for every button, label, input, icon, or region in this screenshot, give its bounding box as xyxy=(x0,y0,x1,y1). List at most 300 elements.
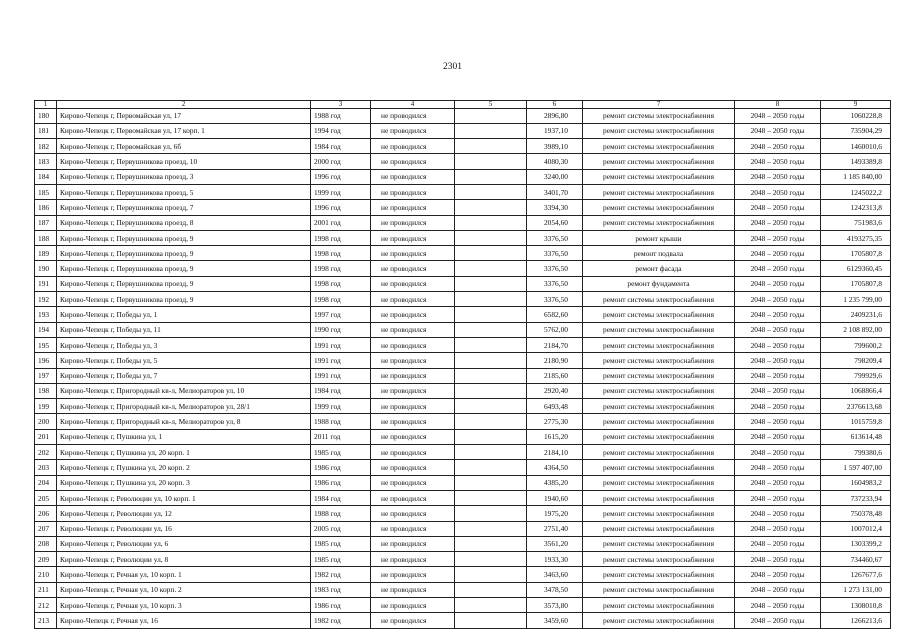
work-type-cell: ремонт системы электроснабжения xyxy=(583,154,735,169)
cost-cell: 1242313,8 xyxy=(821,200,891,215)
area-cell: 2185,60 xyxy=(527,368,583,383)
empty-cell xyxy=(455,169,527,184)
area-cell: 3989,10 xyxy=(527,139,583,154)
cost-cell: 1604983,2 xyxy=(821,475,891,490)
table-row xyxy=(35,139,891,154)
table-row xyxy=(35,246,891,261)
empty-cell xyxy=(455,429,527,444)
table-row xyxy=(35,445,891,460)
work-type-cell: ремонт системы электроснабжения xyxy=(583,536,735,551)
address-cell: Кирово-Чепецк г, Революции ул, 6 xyxy=(57,536,311,551)
address-cell: Кирово-Чепецк г, Речная ул, 10 корп. 2 xyxy=(57,582,311,597)
address-cell: Кирово-Чепецк г, Первушникова проезд, 5 xyxy=(57,184,311,199)
cost-cell: 1068866,4 xyxy=(821,383,891,398)
commission-year-cell: 1984 год xyxy=(311,490,371,505)
page-number: 2301 xyxy=(443,62,462,72)
row-number-cell: 201 xyxy=(35,429,57,444)
work-type-cell: ремонт системы электроснабжения xyxy=(583,322,735,337)
commission-year-cell: 1985 год xyxy=(311,536,371,551)
work-type-cell: ремонт системы электроснабжения xyxy=(583,490,735,505)
period-cell: 2048 – 2050 годы xyxy=(735,368,821,383)
address-cell: Кирово-Чепецк г, Пушкина ул, 1 xyxy=(57,429,311,444)
row-number-cell: 190 xyxy=(35,261,57,276)
empty-cell xyxy=(455,261,527,276)
inspection-cell: не проводился xyxy=(371,307,455,322)
inspection-cell: не проводился xyxy=(371,169,455,184)
inspection-cell: не проводился xyxy=(371,368,455,383)
inspection-cell: не проводился xyxy=(371,582,455,597)
column-header: 3 xyxy=(311,101,371,109)
row-number-cell: 180 xyxy=(35,108,57,123)
period-cell: 2048 – 2050 годы xyxy=(735,337,821,352)
period-cell: 2048 – 2050 годы xyxy=(735,613,821,628)
row-number-cell: 206 xyxy=(35,506,57,521)
area-cell: 4385,20 xyxy=(527,475,583,490)
empty-cell xyxy=(455,414,527,429)
period-cell: 2048 – 2050 годы xyxy=(735,261,821,276)
table-row xyxy=(35,261,891,276)
period-cell: 2048 – 2050 годы xyxy=(735,383,821,398)
commission-year-cell: 1999 год xyxy=(311,184,371,199)
cost-cell: 799929,6 xyxy=(821,368,891,383)
empty-cell xyxy=(455,598,527,613)
work-type-cell: ремонт подвала xyxy=(583,246,735,261)
table-row xyxy=(35,429,891,444)
commission-year-cell: 1998 год xyxy=(311,246,371,261)
area-cell: 3478,50 xyxy=(527,582,583,597)
column-header: 1 xyxy=(35,101,57,109)
table-row xyxy=(35,154,891,169)
period-cell: 2048 – 2050 годы xyxy=(735,154,821,169)
table-row xyxy=(35,399,891,414)
address-cell: Кирово-Чепецк г, Первушникова проезд, 10 xyxy=(57,154,311,169)
commission-year-cell: 1994 год xyxy=(311,123,371,138)
cost-cell: 1 185 840,00 xyxy=(821,169,891,184)
table-row xyxy=(35,475,891,490)
period-cell: 2048 – 2050 годы xyxy=(735,429,821,444)
address-cell: Кирово-Чепецк г, Пригородный кв-л, Мелиораторов ул, 10 xyxy=(57,383,311,398)
cost-cell: 735904,29 xyxy=(821,123,891,138)
empty-cell xyxy=(455,230,527,245)
address-cell: Кирово-Чепецк г, Первушникова проезд, 9 xyxy=(57,246,311,261)
address-cell: Кирово-Чепецк г, Пригородный кв-л, Мелиораторов ул, 8 xyxy=(57,414,311,429)
inspection-cell: не проводился xyxy=(371,322,455,337)
table-row xyxy=(35,368,891,383)
commission-year-cell: 1991 год xyxy=(311,368,371,383)
row-number-cell: 188 xyxy=(35,230,57,245)
address-cell: Кирово-Чепецк г, Первомайская ул, 6б xyxy=(57,139,311,154)
table-row xyxy=(35,460,891,475)
table-row xyxy=(35,552,891,567)
table-row xyxy=(35,536,891,551)
table-row xyxy=(35,521,891,536)
column-header: 4 xyxy=(371,101,455,109)
row-number-cell: 184 xyxy=(35,169,57,184)
area-cell: 3573,80 xyxy=(527,598,583,613)
cost-cell: 1308010,8 xyxy=(821,598,891,613)
work-type-cell: ремонт системы электроснабжения xyxy=(583,184,735,199)
work-type-cell: ремонт системы электроснабжения xyxy=(583,123,735,138)
cost-cell: 798209,4 xyxy=(821,353,891,368)
period-cell: 2048 – 2050 годы xyxy=(735,230,821,245)
table-row xyxy=(35,613,891,628)
row-number-cell: 207 xyxy=(35,521,57,536)
inspection-cell: не проводился xyxy=(371,536,455,551)
commission-year-cell: 2000 год xyxy=(311,154,371,169)
inspection-cell: не проводился xyxy=(371,490,455,505)
column-header: 7 xyxy=(583,101,735,109)
empty-cell xyxy=(455,123,527,138)
commission-year-cell: 1982 год xyxy=(311,613,371,628)
table-row xyxy=(35,108,891,123)
inspection-cell: не проводился xyxy=(371,230,455,245)
address-cell: Кирово-Чепецк г, Речная ул, 10 корп. 3 xyxy=(57,598,311,613)
area-cell: 2184,10 xyxy=(527,445,583,460)
area-cell: 1975,20 xyxy=(527,506,583,521)
row-number-cell: 213 xyxy=(35,613,57,628)
commission-year-cell: 2001 год xyxy=(311,215,371,230)
table-row xyxy=(35,598,891,613)
commission-year-cell: 1998 год xyxy=(311,261,371,276)
period-cell: 2048 – 2050 годы xyxy=(735,475,821,490)
work-type-cell: ремонт системы электроснабжения xyxy=(583,414,735,429)
row-number-cell: 181 xyxy=(35,123,57,138)
cost-cell: 1 273 131,00 xyxy=(821,582,891,597)
commission-year-cell: 1988 год xyxy=(311,414,371,429)
work-type-cell: ремонт системы электроснабжения xyxy=(583,215,735,230)
area-cell: 6493,48 xyxy=(527,399,583,414)
period-cell: 2048 – 2050 годы xyxy=(735,139,821,154)
row-number-cell: 209 xyxy=(35,552,57,567)
cost-cell: 1245022,2 xyxy=(821,184,891,199)
row-number-cell: 199 xyxy=(35,399,57,414)
address-cell: Кирово-Чепецк г, Революции ул, 12 xyxy=(57,506,311,521)
work-type-cell: ремонт системы электроснабжения xyxy=(583,475,735,490)
row-number-cell: 197 xyxy=(35,368,57,383)
commission-year-cell: 1997 год xyxy=(311,307,371,322)
housing-repair-table xyxy=(34,100,891,629)
inspection-cell: не проводился xyxy=(371,552,455,567)
period-cell: 2048 – 2050 годы xyxy=(735,276,821,291)
empty-cell xyxy=(455,567,527,582)
work-type-cell: ремонт фасада xyxy=(583,261,735,276)
area-cell: 1937,10 xyxy=(527,123,583,138)
cost-cell: 1007012,4 xyxy=(821,521,891,536)
area-cell: 1615,20 xyxy=(527,429,583,444)
period-cell: 2048 – 2050 годы xyxy=(735,399,821,414)
address-cell: Кирово-Чепецк г, Первомайская ул, 17 xyxy=(57,108,311,123)
inspection-cell: не проводился xyxy=(371,215,455,230)
area-cell: 4080,30 xyxy=(527,154,583,169)
area-cell: 3376,50 xyxy=(527,261,583,276)
period-cell: 2048 – 2050 годы xyxy=(735,598,821,613)
address-cell: Кирово-Чепецк г, Первушникова проезд, 9 xyxy=(57,230,311,245)
table-row xyxy=(35,337,891,352)
row-number-cell: 210 xyxy=(35,567,57,582)
inspection-cell: не проводился xyxy=(371,429,455,444)
period-cell: 2048 – 2050 годы xyxy=(735,215,821,230)
inspection-cell: не проводился xyxy=(371,567,455,582)
inspection-cell: не проводился xyxy=(371,200,455,215)
area-cell: 3376,50 xyxy=(527,276,583,291)
period-cell: 2048 – 2050 годы xyxy=(735,353,821,368)
cost-cell: 1266213,6 xyxy=(821,613,891,628)
table-row xyxy=(35,276,891,291)
commission-year-cell: 1986 год xyxy=(311,598,371,613)
empty-cell xyxy=(455,445,527,460)
empty-cell xyxy=(455,292,527,307)
empty-cell xyxy=(455,536,527,551)
commission-year-cell: 2005 год xyxy=(311,521,371,536)
work-type-cell: ремонт системы электроснабжения xyxy=(583,307,735,322)
table-row xyxy=(35,215,891,230)
cost-cell: 1267677,6 xyxy=(821,567,891,582)
area-cell: 3463,60 xyxy=(527,567,583,582)
row-number-cell: 208 xyxy=(35,536,57,551)
table-row xyxy=(35,567,891,582)
empty-cell xyxy=(455,506,527,521)
work-type-cell: ремонт системы электроснабжения xyxy=(583,598,735,613)
inspection-cell: не проводился xyxy=(371,399,455,414)
empty-cell xyxy=(455,337,527,352)
address-cell: Кирово-Чепецк г, Победы ул, 1 xyxy=(57,307,311,322)
address-cell: Кирово-Чепецк г, Революции ул, 8 xyxy=(57,552,311,567)
area-cell: 2751,40 xyxy=(527,521,583,536)
work-type-cell: ремонт системы электроснабжения xyxy=(583,429,735,444)
commission-year-cell: 1986 год xyxy=(311,475,371,490)
table-row xyxy=(35,184,891,199)
table-row xyxy=(35,490,891,505)
inspection-cell: не проводился xyxy=(371,276,455,291)
row-number-cell: 194 xyxy=(35,322,57,337)
area-cell: 3401,70 xyxy=(527,184,583,199)
row-number-cell: 182 xyxy=(35,139,57,154)
table-row xyxy=(35,200,891,215)
inspection-cell: не проводился xyxy=(371,337,455,352)
empty-cell xyxy=(455,460,527,475)
work-type-cell: ремонт крыши xyxy=(583,230,735,245)
inspection-cell: не проводился xyxy=(371,261,455,276)
commission-year-cell: 1996 год xyxy=(311,200,371,215)
address-cell: Кирово-Чепецк г, Речная ул, 16 xyxy=(57,613,311,628)
work-type-cell: ремонт системы электроснабжения xyxy=(583,445,735,460)
address-cell: Кирово-Чепецк г, Первушникова проезд, 8 xyxy=(57,215,311,230)
inspection-cell: не проводился xyxy=(371,292,455,307)
empty-cell xyxy=(455,307,527,322)
empty-cell xyxy=(455,490,527,505)
table-row xyxy=(35,582,891,597)
empty-cell xyxy=(455,139,527,154)
cost-cell: 799380,6 xyxy=(821,445,891,460)
cost-cell: 1 235 799,00 xyxy=(821,292,891,307)
area-cell: 3376,50 xyxy=(527,292,583,307)
commission-year-cell: 1998 год xyxy=(311,292,371,307)
table-row xyxy=(35,230,891,245)
table-row xyxy=(35,383,891,398)
address-cell: Кирово-Чепецк г, Пушкина ул, 20 корп. 3 xyxy=(57,475,311,490)
inspection-cell: не проводился xyxy=(371,613,455,628)
period-cell: 2048 – 2050 годы xyxy=(735,200,821,215)
area-cell: 3459,60 xyxy=(527,613,583,628)
inspection-cell: не проводился xyxy=(371,506,455,521)
area-cell: 6582,60 xyxy=(527,307,583,322)
inspection-cell: не проводился xyxy=(371,123,455,138)
table-row xyxy=(35,292,891,307)
row-number-cell: 187 xyxy=(35,215,57,230)
cost-cell: 1060228,8 xyxy=(821,108,891,123)
column-header: 5 xyxy=(455,101,527,109)
period-cell: 2048 – 2050 годы xyxy=(735,307,821,322)
cost-cell: 751983,6 xyxy=(821,215,891,230)
cost-cell: 1 597 407,00 xyxy=(821,460,891,475)
work-type-cell: ремонт системы электроснабжения xyxy=(583,552,735,567)
work-type-cell: ремонт системы электроснабжения xyxy=(583,292,735,307)
cost-cell: 734460,67 xyxy=(821,552,891,567)
cost-cell: 1705807,8 xyxy=(821,276,891,291)
empty-cell xyxy=(455,184,527,199)
cost-cell: 799600,2 xyxy=(821,337,891,352)
period-cell: 2048 – 2050 годы xyxy=(735,108,821,123)
address-cell: Кирово-Чепецк г, Революции ул, 10 корп. 1 xyxy=(57,490,311,505)
area-cell: 3561,20 xyxy=(527,536,583,551)
table-row xyxy=(35,307,891,322)
address-cell: Кирово-Чепецк г, Первушникова проезд, 7 xyxy=(57,200,311,215)
inspection-cell: не проводился xyxy=(371,184,455,199)
empty-cell xyxy=(455,276,527,291)
work-type-cell: ремонт системы электроснабжения xyxy=(583,582,735,597)
empty-cell xyxy=(455,383,527,398)
table-row xyxy=(35,322,891,337)
area-cell: 4364,50 xyxy=(527,460,583,475)
empty-cell xyxy=(455,368,527,383)
work-type-cell: ремонт системы электроснабжения xyxy=(583,383,735,398)
empty-cell xyxy=(455,108,527,123)
inspection-cell: не проводился xyxy=(371,353,455,368)
commission-year-cell: 1986 год xyxy=(311,460,371,475)
inspection-cell: не проводился xyxy=(371,246,455,261)
area-cell: 2775,30 xyxy=(527,414,583,429)
address-cell: Кирово-Чепецк г, Первушникова проезд, 9 xyxy=(57,292,311,307)
cost-cell: 6129360,45 xyxy=(821,261,891,276)
address-cell: Кирово-Чепецк г, Первомайская ул, 17 корп. 1 xyxy=(57,123,311,138)
area-cell: 3376,50 xyxy=(527,230,583,245)
area-cell: 5762,00 xyxy=(527,322,583,337)
row-number-cell: 202 xyxy=(35,445,57,460)
column-header: 8 xyxy=(735,101,821,109)
area-cell: 2896,80 xyxy=(527,108,583,123)
area-cell: 3376,50 xyxy=(527,246,583,261)
commission-year-cell: 1982 год xyxy=(311,567,371,582)
period-cell: 2048 – 2050 годы xyxy=(735,169,821,184)
commission-year-cell: 1988 год xyxy=(311,108,371,123)
row-number-cell: 198 xyxy=(35,383,57,398)
commission-year-cell: 1984 год xyxy=(311,383,371,398)
commission-year-cell: 1996 год xyxy=(311,169,371,184)
period-cell: 2048 – 2050 годы xyxy=(735,536,821,551)
empty-cell xyxy=(455,475,527,490)
area-cell: 3394,30 xyxy=(527,200,583,215)
period-cell: 2048 – 2050 годы xyxy=(735,460,821,475)
empty-cell xyxy=(455,322,527,337)
period-cell: 2048 – 2050 годы xyxy=(735,567,821,582)
cost-cell: 750378,48 xyxy=(821,506,891,521)
row-number-cell: 212 xyxy=(35,598,57,613)
row-number-cell: 196 xyxy=(35,353,57,368)
work-type-cell: ремонт системы электроснабжения xyxy=(583,613,735,628)
address-cell: Кирово-Чепецк г, Пушкина ул, 20 корп. 2 xyxy=(57,460,311,475)
area-cell: 2184,70 xyxy=(527,337,583,352)
area-cell: 2180,90 xyxy=(527,353,583,368)
inspection-cell: не проводился xyxy=(371,414,455,429)
period-cell: 2048 – 2050 годы xyxy=(735,506,821,521)
commission-year-cell: 1984 год xyxy=(311,139,371,154)
work-type-cell: ремонт системы электроснабжения xyxy=(583,353,735,368)
cost-cell: 2376613,68 xyxy=(821,399,891,414)
column-header: 9 xyxy=(821,101,891,109)
commission-year-cell: 1991 год xyxy=(311,353,371,368)
address-cell: Кирово-Чепецк г, Речная ул, 10 корп. 1 xyxy=(57,567,311,582)
empty-cell xyxy=(455,582,527,597)
commission-year-cell: 1985 год xyxy=(311,445,371,460)
address-cell: Кирово-Чепецк г, Победы ул, 7 xyxy=(57,368,311,383)
work-type-cell: ремонт системы электроснабжения xyxy=(583,368,735,383)
cost-cell: 1705807,8 xyxy=(821,246,891,261)
empty-cell xyxy=(455,613,527,628)
empty-cell xyxy=(455,154,527,169)
row-number-cell: 186 xyxy=(35,200,57,215)
work-type-cell: ремонт системы электроснабжения xyxy=(583,169,735,184)
area-cell: 1940,60 xyxy=(527,490,583,505)
inspection-cell: не проводился xyxy=(371,521,455,536)
address-cell: Кирово-Чепецк г, Победы ул, 11 xyxy=(57,322,311,337)
row-number-cell: 183 xyxy=(35,154,57,169)
empty-cell xyxy=(455,200,527,215)
period-cell: 2048 – 2050 годы xyxy=(735,521,821,536)
work-type-cell: ремонт системы электроснабжения xyxy=(583,399,735,414)
period-cell: 2048 – 2050 годы xyxy=(735,246,821,261)
row-number-cell: 200 xyxy=(35,414,57,429)
empty-cell xyxy=(455,521,527,536)
empty-cell xyxy=(455,246,527,261)
period-cell: 2048 – 2050 годы xyxy=(735,490,821,505)
row-number-cell: 185 xyxy=(35,184,57,199)
row-number-cell: 191 xyxy=(35,276,57,291)
row-number-cell: 203 xyxy=(35,460,57,475)
address-cell: Кирово-Чепецк г, Революции ул, 16 xyxy=(57,521,311,536)
cost-cell: 2 108 892,00 xyxy=(821,322,891,337)
work-type-cell: ремонт системы электроснабжения xyxy=(583,108,735,123)
cost-cell: 1015759,8 xyxy=(821,414,891,429)
commission-year-cell: 1983 год xyxy=(311,582,371,597)
row-number-cell: 204 xyxy=(35,475,57,490)
work-type-cell: ремонт фундамента xyxy=(583,276,735,291)
table-row xyxy=(35,506,891,521)
address-cell: Кирово-Чепецк г, Пригородный кв-л, Мелиораторов ул, 28/1 xyxy=(57,399,311,414)
inspection-cell: не проводился xyxy=(371,139,455,154)
row-number-cell: 211 xyxy=(35,582,57,597)
address-cell: Кирово-Чепецк г, Первушникова проезд, 3 xyxy=(57,169,311,184)
period-cell: 2048 – 2050 годы xyxy=(735,123,821,138)
period-cell: 2048 – 2050 годы xyxy=(735,292,821,307)
commission-year-cell: 1990 год xyxy=(311,322,371,337)
address-cell: Кирово-Чепецк г, Первушникова проезд, 9 xyxy=(57,261,311,276)
table-row xyxy=(35,123,891,138)
period-cell: 2048 – 2050 годы xyxy=(735,414,821,429)
cost-cell: 1493389,8 xyxy=(821,154,891,169)
row-number-cell: 189 xyxy=(35,246,57,261)
inspection-cell: не проводился xyxy=(371,108,455,123)
commission-year-cell: 1998 год xyxy=(311,230,371,245)
